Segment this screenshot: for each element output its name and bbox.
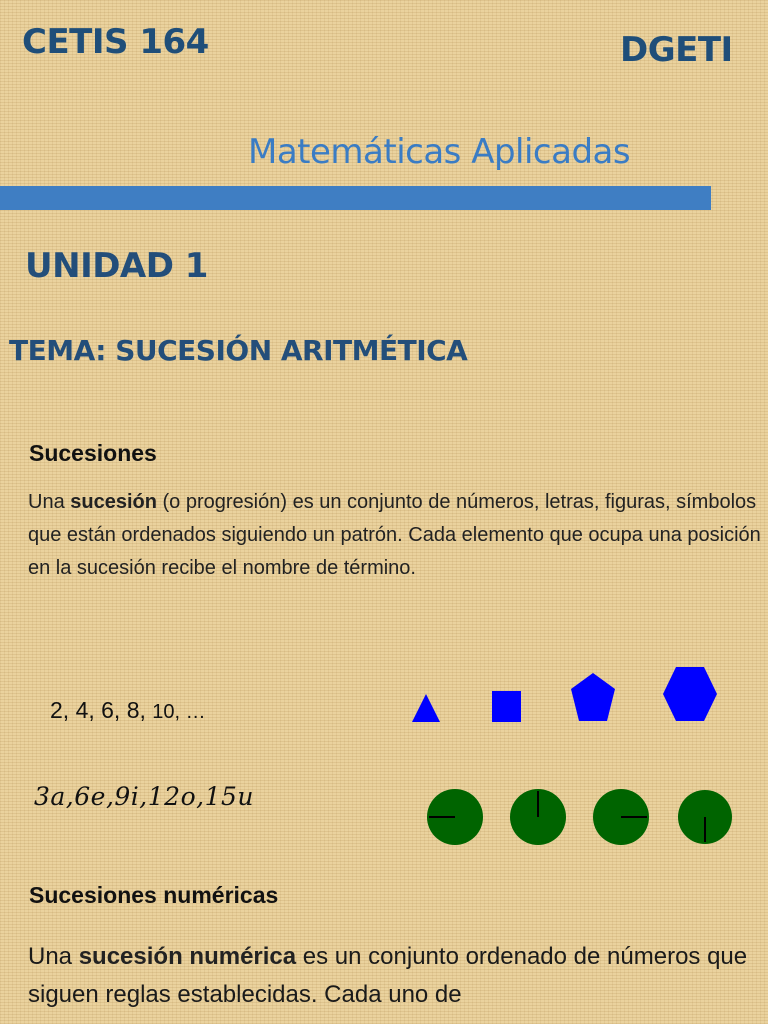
- body-term: sucesión numérica: [78, 943, 297, 970]
- section-title-sucesiones-numericas: Sucesiones numéricas: [29, 882, 279, 908]
- numeric-sequence-example: [50, 697, 206, 724]
- topic-heading: TEMA: SUCESIÓN ARITMÉTICA: [9, 334, 468, 367]
- section-body-sucesiones: [28, 486, 768, 585]
- clock-sequence: [427, 789, 732, 845]
- unit-heading: UNIDAD 1: [25, 246, 208, 286]
- clock-face-4: [678, 790, 732, 844]
- sequence-terms: 2, 4, 6, 8,: [50, 697, 153, 723]
- body-term: sucesión: [70, 491, 157, 513]
- clock-face-2: [510, 789, 566, 845]
- hexagon-shape: [663, 667, 717, 721]
- clock-face-3: [593, 789, 649, 845]
- body-text: Una: [28, 491, 71, 513]
- clock-face-1: [427, 789, 483, 845]
- school-name: CETIS 164: [22, 22, 209, 62]
- square-shape: [492, 691, 521, 722]
- section-title-sucesiones: Sucesiones: [29, 440, 157, 466]
- polygon-sequence: [412, 667, 717, 722]
- organization-name: DGETI: [620, 30, 733, 70]
- triangle-shape: [412, 694, 440, 722]
- section-body-sucesiones-numericas: [28, 938, 768, 1014]
- pentagon-shape: [571, 673, 615, 721]
- body-text: Una: [28, 943, 79, 970]
- body-text: es un conjunto ordenado de números que siguen reglas establecidas. Cada uno de: [28, 943, 748, 1008]
- letter-sequence-example: 3a,6e,9i,12o,15u: [34, 782, 254, 811]
- body-text: (o progresión) es un conjunto de números, letras, figuras, símbolos que están ordenados siguiendo un patrón. Cada elemento que ocupa una posición en la sucesión recibe el nombre de término.: [28, 491, 761, 579]
- subject-title: Matemáticas Aplicadas: [248, 132, 631, 172]
- header-divider: [0, 186, 711, 210]
- sequence-tail: 10, …: [152, 701, 206, 723]
- figure-sequences: [400, 660, 740, 850]
